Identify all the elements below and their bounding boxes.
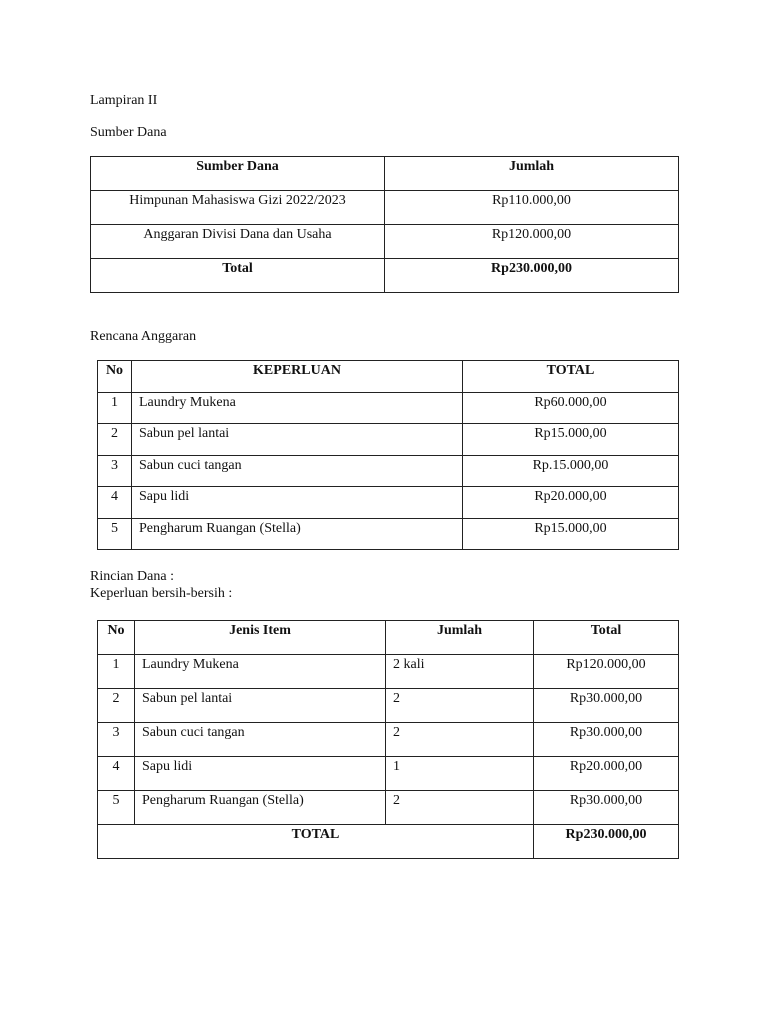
row-number: 3 (98, 723, 135, 757)
column-header: Jumlah (386, 621, 534, 655)
item-cell: Pengharum Ruangan (Stella) (132, 518, 463, 550)
row-number: 3 (98, 455, 132, 487)
keperluan-bersih-heading: Keperluan bersih-bersih : (90, 586, 233, 601)
total-value: Rp230.000,00 (534, 825, 679, 859)
table-header-row (91, 157, 679, 191)
lampiran-heading: Lampiran II (90, 93, 158, 108)
total-label: TOTAL (98, 825, 534, 859)
table-row (98, 424, 679, 456)
amount-cell: Rp30.000,00 (534, 723, 679, 757)
row-number: 5 (98, 791, 135, 825)
quantity-cell: 2 (386, 723, 534, 757)
column-header: Total (534, 621, 679, 655)
column-header: TOTAL (463, 361, 679, 393)
quantity-cell: 2 (386, 689, 534, 723)
rincian-dana-table (97, 620, 679, 859)
row-number: 4 (98, 757, 135, 791)
amount-cell: Rp.15.000,00 (463, 455, 679, 487)
table-row (98, 791, 679, 825)
row-number: 4 (98, 487, 132, 519)
rencana-anggaran-heading: Rencana Anggaran (90, 329, 197, 344)
amount-cell: Rp20.000,00 (534, 757, 679, 791)
amount-cell: Rp30.000,00 (534, 791, 679, 825)
table-row (98, 392, 679, 424)
item-cell: Sabun cuci tangan (132, 455, 463, 487)
table-row (91, 225, 679, 259)
row-number: 2 (98, 424, 132, 456)
table-row (98, 757, 679, 791)
row-number: 1 (98, 392, 132, 424)
table-row (98, 487, 679, 519)
row-number: 2 (98, 689, 135, 723)
item-cell: Sabun pel lantai (132, 424, 463, 456)
column-header: No (98, 621, 135, 655)
row-number: 1 (98, 655, 135, 689)
row-number: 5 (98, 518, 132, 550)
total-row (98, 825, 679, 859)
amount-cell: Rp20.000,00 (463, 487, 679, 519)
sumber-dana-table (90, 156, 679, 293)
source-cell: Himpunan Mahasiswa Gizi 2022/2023 (91, 191, 385, 225)
amount-cell: Rp30.000,00 (534, 689, 679, 723)
amount-cell: Rp120.000,00 (534, 655, 679, 689)
table-row (91, 191, 679, 225)
total-label: Total (91, 259, 385, 293)
table-row (98, 655, 679, 689)
item-cell: Laundry Mukena (135, 655, 386, 689)
column-header: Jumlah (385, 157, 679, 191)
source-cell: Anggaran Divisi Dana dan Usaha (91, 225, 385, 259)
total-value: Rp230.000,00 (385, 259, 679, 293)
column-header: No (98, 361, 132, 393)
table-row (98, 689, 679, 723)
item-cell: Laundry Mukena (132, 392, 463, 424)
table-header-row (98, 621, 679, 655)
table-row (98, 455, 679, 487)
rincian-dana-heading: Rincian Dana : (90, 569, 174, 584)
amount-cell: Rp120.000,00 (385, 225, 679, 259)
column-header: Sumber Dana (91, 157, 385, 191)
column-header: Jenis Item (135, 621, 386, 655)
quantity-cell: 2 kali (386, 655, 534, 689)
item-cell: Sapu lidi (132, 487, 463, 519)
column-header: KEPERLUAN (132, 361, 463, 393)
item-cell: Sabun cuci tangan (135, 723, 386, 757)
item-cell: Sabun pel lantai (135, 689, 386, 723)
quantity-cell: 1 (386, 757, 534, 791)
item-cell: Sapu lidi (135, 757, 386, 791)
amount-cell: Rp15.000,00 (463, 518, 679, 550)
amount-cell: Rp15.000,00 (463, 424, 679, 456)
item-cell: Pengharum Ruangan (Stella) (135, 791, 386, 825)
table-header-row (98, 361, 679, 393)
amount-cell: Rp110.000,00 (385, 191, 679, 225)
rencana-anggaran-table (97, 360, 679, 550)
sumber-dana-heading: Sumber Dana (90, 125, 167, 140)
table-row (98, 723, 679, 757)
table-row (98, 518, 679, 550)
total-row (91, 259, 679, 293)
quantity-cell: 2 (386, 791, 534, 825)
amount-cell: Rp60.000,00 (463, 392, 679, 424)
